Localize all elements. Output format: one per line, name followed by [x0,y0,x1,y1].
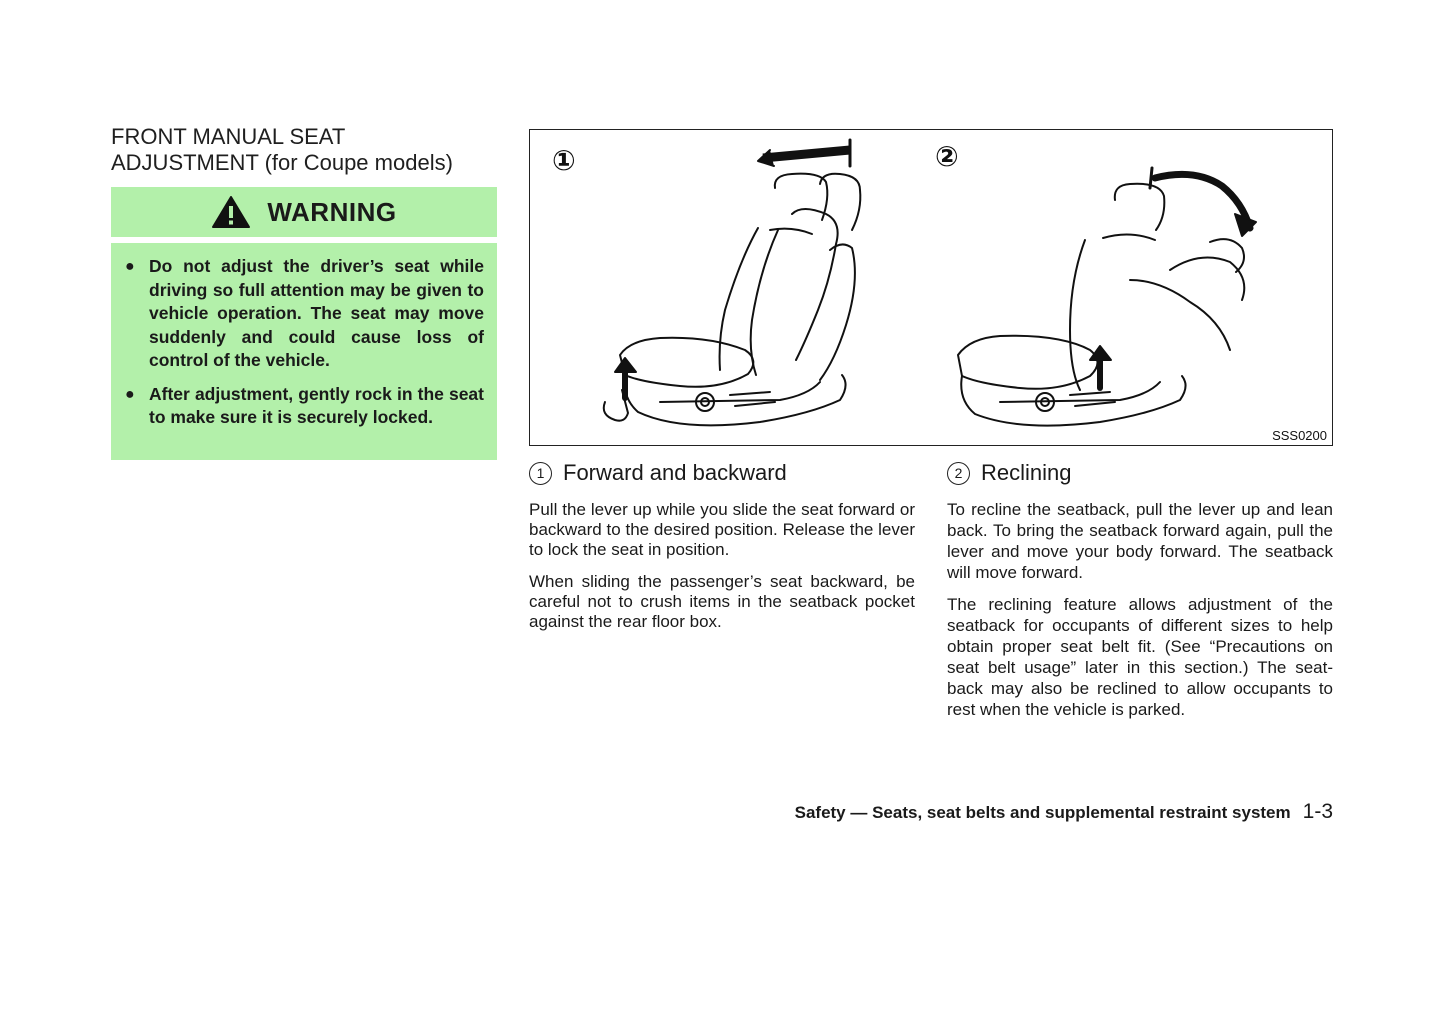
section-title-line1: FRONT MANUAL SEAT [111,124,346,149]
warning-item: ● After adjustment, gently rock in the seat to make sure it is securely locked. [125,383,484,427]
heading-forward-backward: Forward and backward [563,460,787,485]
heading-reclining: Reclining [981,460,1072,485]
figure-label-1: ① [552,144,576,177]
figure-code: SSS0200 [1272,428,1327,443]
figure-label-2: ② [935,140,959,173]
section-title [111,124,511,176]
warning-triangle-icon [211,195,251,229]
warning-body [111,243,497,460]
page-number: 1-3 [1302,800,1333,823]
paragraph: The reclining feature allows adjustment of the seatback for occupants of different sizes to help obtain proper seat belt fit. (See “Precautions on seat belt usage” later in this section.) The seat-back may also be reclined to allow occupants to rest when the vehicle is parked. [947,595,1333,719]
warning-header [111,187,497,237]
warning-title: WARNING [267,196,397,227]
seat-adjustment-figure [529,129,1333,446]
seat-forward-backward-drawing [604,140,861,425]
seat-illustration [530,130,1331,444]
forward-backward-text [529,500,915,644]
chapter-title: Safety — Seats, seat belts and supplemental restraint system [794,803,1291,822]
section-heading-reclining [947,460,1072,486]
section-title-line2: ADJUSTMENT (for Coupe models) [111,150,453,175]
paragraph: To recline the seatback, pull the lever up and lean back. To bring the seatback forward again, pull the lever and move your body forward. The seatback will move forward. [947,500,1333,582]
seat-reclining-drawing [958,168,1256,426]
step-number-2: 2 [947,462,970,485]
step-number-1: 1 [529,462,552,485]
warning-list [125,255,484,430]
reclining-text [947,499,1333,731]
warning-item-text: After adjustment, gently rock in the seat to make sure it is securely locked. [149,383,484,427]
section-heading-forward-backward [529,460,787,486]
paragraph: Pull the lever up while you slide the seat forward or backward to the desired position. Release the lever to lock the seat in position. [529,500,915,559]
paragraph: When sliding the passenger’s seat backward, be careful not to crush items in the seatback pocket against the rear floor box. [529,572,915,631]
page-footer [795,800,1333,824]
warning-item-text: Do not adjust the driver’s seat while driving so full attention may be given to vehicle operation. The seat may move suddenly and could cause loss of control of the vehicle. [149,256,484,370]
warning-item: ● Do not adjust the driver’s seat while driving so full attention may be given to vehicle operation. The seat may move suddenly and could cause loss of control of the vehicle. [125,256,484,370]
